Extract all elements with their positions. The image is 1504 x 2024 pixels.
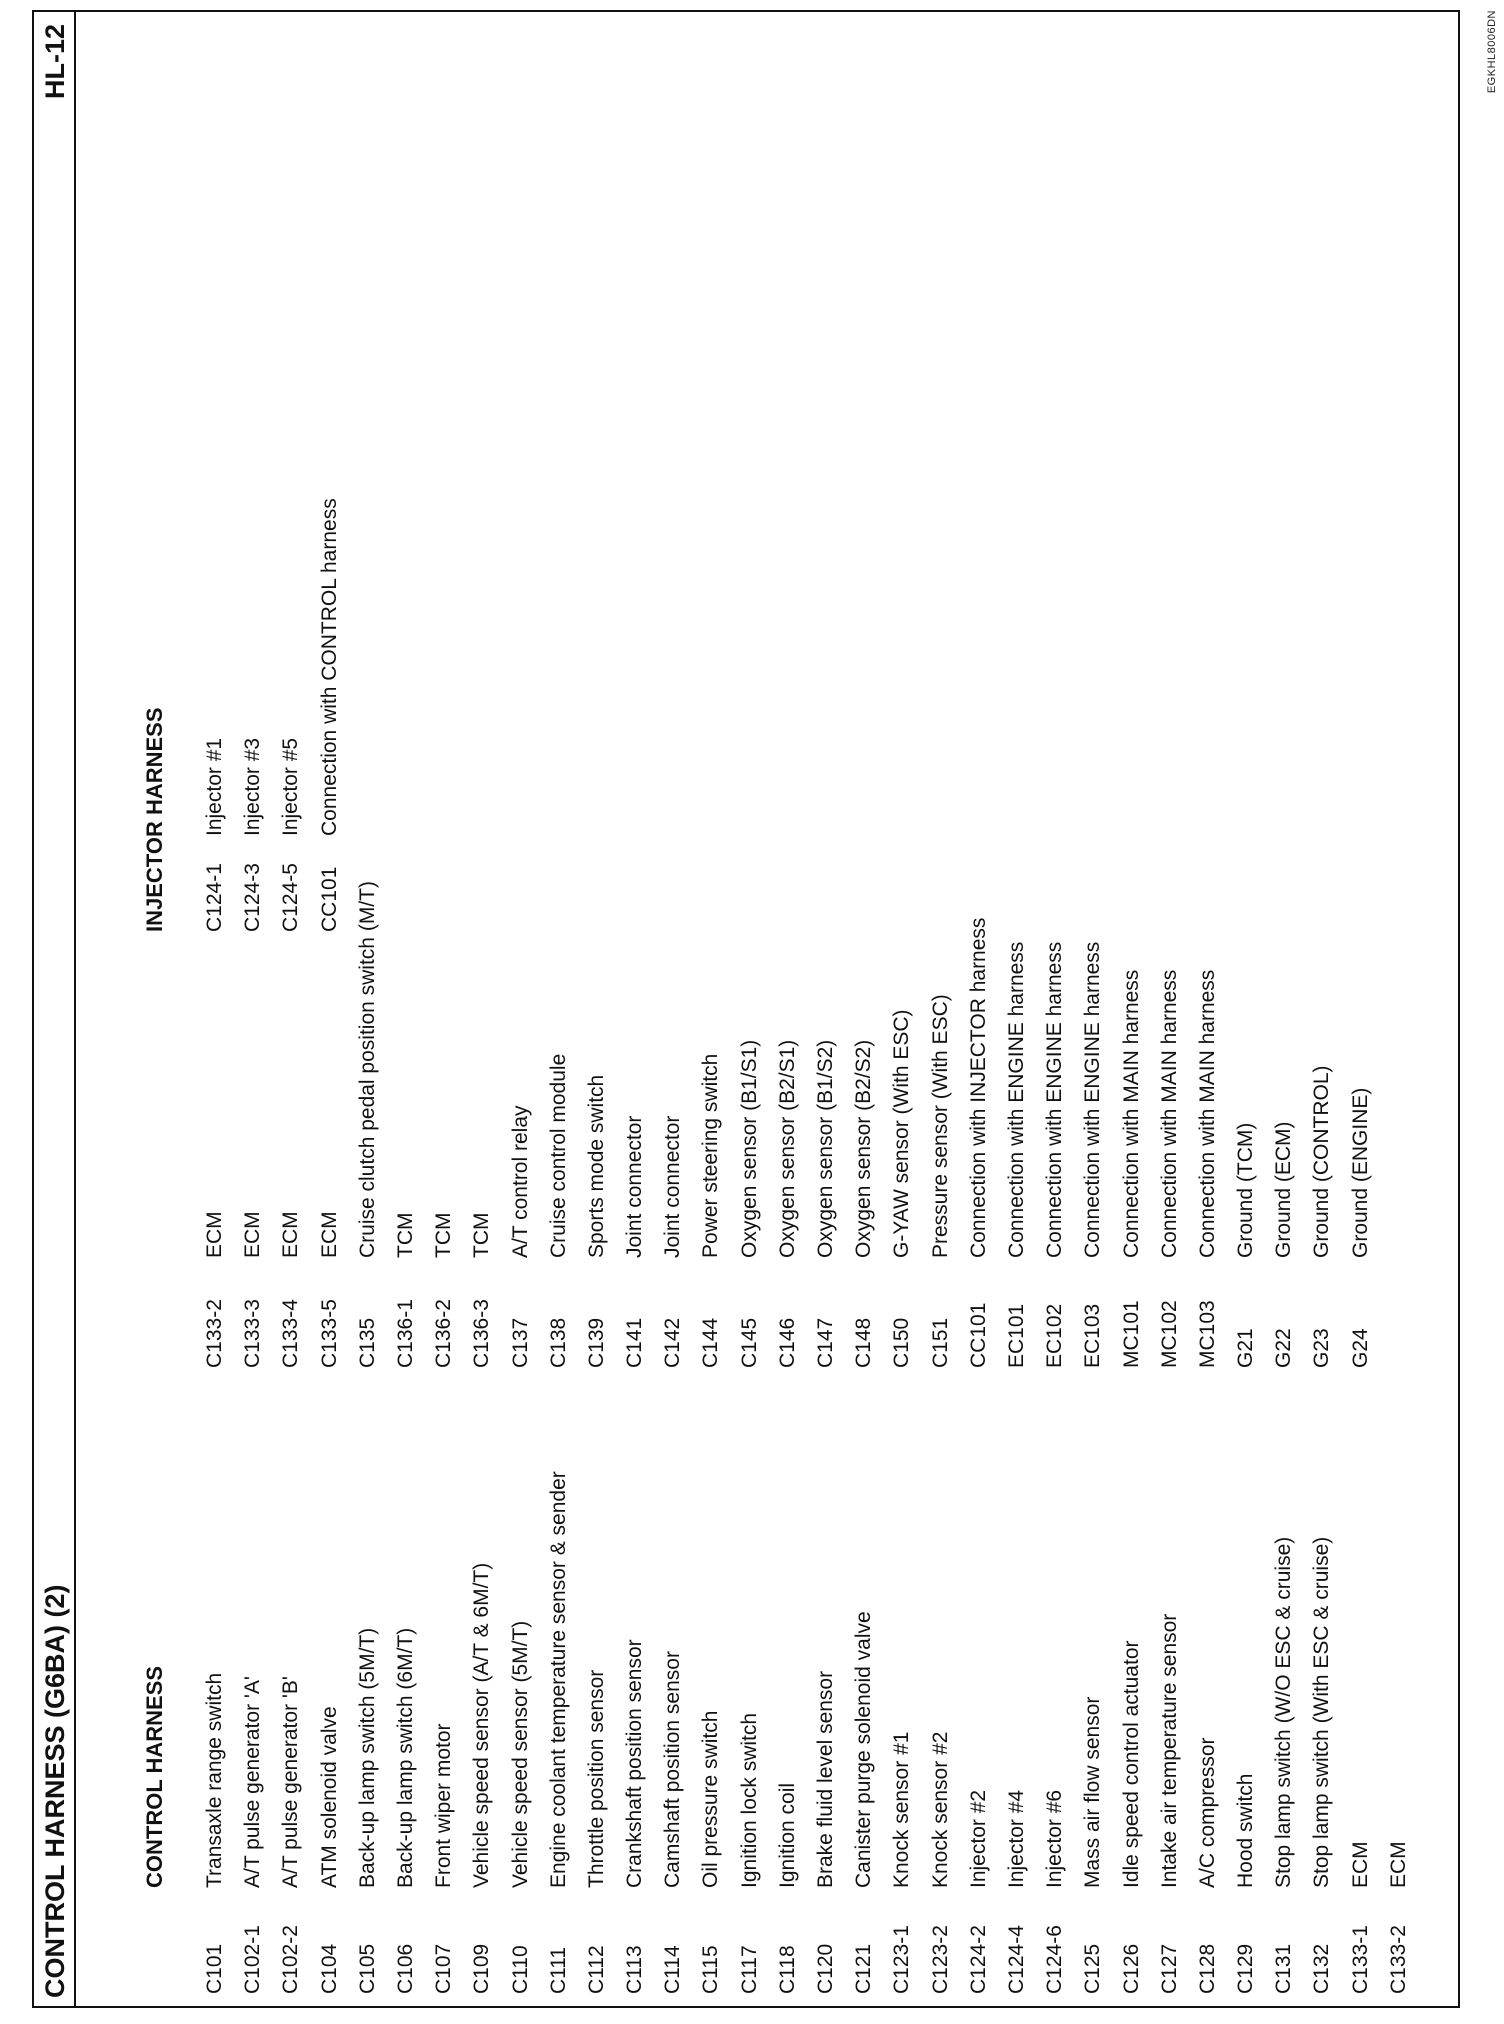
list-item xyxy=(425,1434,463,1994)
connector-description: Injector #2 xyxy=(966,1789,990,1888)
connector-code: CC101 xyxy=(317,866,341,932)
connector-description: ECM xyxy=(1386,1841,1410,1888)
connector-description: Back-up lamp switch (6M/T) xyxy=(393,1627,417,1888)
connector-description: Power steering switch xyxy=(699,1053,723,1258)
list-item xyxy=(234,1434,272,1994)
connector-code: C124-2 xyxy=(966,1925,990,1994)
connector-description: Knock sensor #2 xyxy=(928,1731,952,1888)
injector-harness-list xyxy=(196,412,349,932)
connector-code: CC101 xyxy=(966,1302,990,1368)
connector-description: Connection with MAIN harness xyxy=(1119,969,1143,1258)
page-number: HL-12 xyxy=(40,24,70,100)
connector-code: C133-2 xyxy=(203,1299,226,1368)
list-item xyxy=(883,1434,921,1994)
injector-harness-heading: INJECTOR HARNESS xyxy=(142,707,167,932)
connector-description: Crankshaft position sensor xyxy=(623,1639,647,1888)
connector-description: Injector #4 xyxy=(1004,1789,1028,1888)
connector-description: Connection with MAIN harness xyxy=(1157,969,1181,1258)
connector-code: C114 xyxy=(661,1945,685,1994)
connector-description: Oil pressure switch xyxy=(699,1710,723,1888)
list-item xyxy=(807,1434,845,1994)
control-harness-heading: CONTROL HARNESS xyxy=(142,1665,167,1888)
connector-description: Oxygen sensor (B1/S2) xyxy=(814,1039,837,1258)
page-title: CONTROL HARNESS (G6BA) (2) xyxy=(40,1584,70,1998)
connector-code: C105 xyxy=(355,1943,379,1994)
connector-code: C150 xyxy=(890,1317,914,1368)
connector-description: ECM xyxy=(279,1211,303,1258)
connector-code: C124-6 xyxy=(1043,1925,1067,1994)
connector-description: Connection with INJECTOR harness xyxy=(966,917,990,1258)
connector-code: C136-2 xyxy=(432,1299,456,1368)
list-item xyxy=(883,808,921,1368)
connector-code: C102-2 xyxy=(279,1925,303,1994)
list-item xyxy=(1303,1434,1341,1994)
connector-description: Knock sensor #1 xyxy=(890,1731,914,1888)
connector-description: Ground (ECM) xyxy=(1272,1121,1296,1258)
connector-description: Injector #6 xyxy=(1043,1789,1067,1888)
list-item xyxy=(1342,1434,1380,1994)
list-item xyxy=(463,1434,501,1994)
connector-description: Ground (CONTROL) xyxy=(1310,1065,1334,1258)
connector-description: Cruise control module xyxy=(546,1053,570,1258)
connector-code: C148 xyxy=(852,1317,876,1368)
list-item xyxy=(463,808,501,1368)
list-item xyxy=(654,808,692,1368)
list-item xyxy=(807,808,845,1368)
connector-code: MC103 xyxy=(1195,1300,1219,1368)
connector-code: C131 xyxy=(1272,1943,1296,1994)
list-item xyxy=(502,808,540,1368)
connector-description: ECM xyxy=(1348,1841,1372,1888)
connector-code: C128 xyxy=(1195,1943,1219,1994)
connector-description: A/C compressor xyxy=(1195,1737,1219,1888)
connector-description: Mass air flow sensor xyxy=(1081,1696,1105,1888)
connector-description: Stop lamp switch (With ESC & cruise) xyxy=(1310,1536,1334,1888)
connector-code: G22 xyxy=(1272,1328,1296,1368)
connector-code: C125 xyxy=(1081,1943,1105,1994)
connector-code: EC101 xyxy=(1004,1303,1028,1368)
connector-code: C126 xyxy=(1119,1943,1143,1994)
connector-description: Throttle position sensor xyxy=(584,1669,608,1888)
list-item xyxy=(1342,808,1380,1368)
control-harness-column-1 xyxy=(196,1434,1418,1994)
list-item xyxy=(1151,808,1189,1368)
connector-code: EC103 xyxy=(1081,1303,1105,1368)
connector-description: Joint connector xyxy=(661,1115,685,1258)
connector-description: Vehicle speed sensor (5M/T) xyxy=(508,1620,532,1888)
list-item xyxy=(311,1434,349,1994)
list-item xyxy=(731,808,769,1368)
list-item xyxy=(845,808,883,1368)
connector-description: Camshaft position sensor xyxy=(661,1651,685,1888)
connector-code: C107 xyxy=(432,1943,456,1994)
connector-description: Ground (ENGINE) xyxy=(1348,1087,1372,1258)
list-item xyxy=(196,412,234,932)
connector-code: C123-1 xyxy=(890,1925,914,1994)
connector-code: C142 xyxy=(661,1317,685,1368)
connector-description: Back-up lamp switch (5M/T) xyxy=(355,1627,379,1888)
connector-code: C136-3 xyxy=(470,1299,494,1368)
connector-code: C147 xyxy=(814,1317,837,1368)
connector-code: C124-1 xyxy=(203,863,226,932)
list-item xyxy=(578,1434,616,1994)
list-item xyxy=(1265,808,1303,1368)
list-item xyxy=(349,808,387,1368)
connector-description: Idle speed control actuator xyxy=(1119,1640,1143,1888)
list-item xyxy=(616,808,654,1368)
connector-description: Injector #5 xyxy=(279,737,303,836)
list-item xyxy=(578,808,616,1368)
connector-description: A/T pulse generator 'A' xyxy=(241,1676,265,1888)
list-item xyxy=(654,1434,692,1994)
list-item xyxy=(540,1434,578,1994)
list-item xyxy=(922,1434,960,1994)
connector-description: Cruise clutch pedal position switch (M/T) xyxy=(355,881,379,1258)
connector-description: TCM xyxy=(470,1212,494,1258)
list-item xyxy=(998,1434,1036,1994)
connector-code: C117 xyxy=(737,1945,761,1994)
connector-description: ECM xyxy=(241,1211,265,1258)
list-item xyxy=(1036,1434,1074,1994)
connector-description: Injector #1 xyxy=(203,737,226,836)
list-item xyxy=(1189,808,1227,1368)
connector-code: G24 xyxy=(1348,1328,1372,1368)
connector-description: Hood switch xyxy=(1234,1773,1258,1888)
connector-description: Stop lamp switch (W/O ESC & cruise) xyxy=(1272,1536,1296,1888)
connector-description: ECM xyxy=(203,1211,226,1258)
connector-code: C109 xyxy=(470,1943,494,1994)
list-item xyxy=(692,1434,730,1994)
connector-code: G21 xyxy=(1234,1328,1258,1368)
list-item xyxy=(1303,808,1341,1368)
list-item xyxy=(1036,808,1074,1368)
connector-description: Ignition lock switch xyxy=(737,1712,761,1888)
list-item xyxy=(769,1434,807,1994)
figure-code: EGKHL8006DN xyxy=(1486,10,1498,94)
list-item xyxy=(1227,1434,1265,1994)
list-item xyxy=(234,412,272,932)
connector-description: Brake fluid level sensor xyxy=(814,1670,837,1888)
connector-description: Injector #3 xyxy=(241,737,265,836)
list-item xyxy=(922,808,960,1368)
connector-code: C115 xyxy=(699,1945,723,1994)
list-item xyxy=(998,808,1036,1368)
list-item xyxy=(1074,1434,1112,1994)
connector-code: C136-1 xyxy=(393,1299,417,1368)
list-item xyxy=(960,1434,998,1994)
connector-code: C132 xyxy=(1310,1943,1334,1994)
connector-code: C138 xyxy=(546,1317,570,1368)
connector-description: Ignition coil xyxy=(775,1782,799,1888)
list-item xyxy=(311,412,349,932)
list-item xyxy=(387,808,425,1368)
connector-code: C112 xyxy=(584,1945,608,1994)
connector-description: Front wiper motor xyxy=(432,1723,456,1888)
list-item xyxy=(1265,1434,1303,1994)
connector-description: ATM solenoid valve xyxy=(317,1706,341,1888)
connector-description: Oxygen sensor (B2/S1) xyxy=(775,1039,799,1258)
connector-code: C120 xyxy=(814,1943,837,1994)
connector-description: Oxygen sensor (B1/S1) xyxy=(737,1039,761,1258)
connector-description: ECM xyxy=(317,1211,341,1258)
connector-code: C121 xyxy=(852,1943,876,1994)
connector-code: C151 xyxy=(928,1317,952,1368)
list-item xyxy=(1151,1434,1189,1994)
connector-code: MC102 xyxy=(1157,1300,1181,1368)
list-item xyxy=(349,1434,387,1994)
connector-code: C145 xyxy=(737,1317,761,1368)
connector-description: TCM xyxy=(393,1212,417,1258)
connector-code: C133-1 xyxy=(1348,1925,1372,1994)
connector-code: C133-4 xyxy=(279,1299,303,1368)
list-item xyxy=(272,412,310,932)
list-item xyxy=(960,808,998,1368)
connector-code: MC101 xyxy=(1119,1300,1143,1368)
connector-description: TCM xyxy=(432,1212,456,1258)
connector-description: Connection with ENGINE harness xyxy=(1081,941,1105,1258)
list-item xyxy=(1113,808,1151,1368)
rotated-page xyxy=(32,10,1460,2008)
connector-code: C111 xyxy=(546,1946,570,1994)
connector-description: Connection with ENGINE harness xyxy=(1004,941,1028,1258)
control-harness-column-2 xyxy=(196,808,1380,1368)
list-item xyxy=(502,1434,540,1994)
connector-description: Connection with CONTROL harness xyxy=(317,498,341,836)
connector-code: C102-1 xyxy=(241,1925,265,1994)
list-item xyxy=(1189,1434,1227,1994)
connector-code: C113 xyxy=(623,1945,647,1994)
connector-code: C141 xyxy=(623,1317,647,1368)
connector-description: A/T control relay xyxy=(508,1105,532,1258)
connector-description: Transaxle range switch xyxy=(203,1672,226,1888)
connector-code: C123-2 xyxy=(928,1925,952,1994)
connector-code: C104 xyxy=(317,1943,341,1994)
connector-code: C133-3 xyxy=(241,1299,265,1368)
list-item xyxy=(387,1434,425,1994)
list-item xyxy=(769,808,807,1368)
connector-code: C144 xyxy=(699,1317,723,1368)
connector-code: C129 xyxy=(1234,1943,1258,1994)
connector-code: C133-5 xyxy=(317,1299,341,1368)
list-item xyxy=(272,1434,310,1994)
connector-description: Engine coolant temperature sensor & sender xyxy=(546,1471,570,1888)
list-item xyxy=(731,1434,769,1994)
list-item xyxy=(1074,808,1112,1368)
connector-code: C135 xyxy=(355,1317,379,1368)
list-item xyxy=(540,808,578,1368)
connector-code: G23 xyxy=(1310,1328,1334,1368)
connector-code: C124-4 xyxy=(1004,1925,1028,1994)
connector-code: EC102 xyxy=(1043,1303,1067,1368)
connector-code: C127 xyxy=(1157,1943,1181,1994)
connector-description: Connection with MAIN harness xyxy=(1195,969,1219,1258)
list-item xyxy=(196,1434,234,1994)
connector-description: A/T pulse generator 'B' xyxy=(279,1676,303,1888)
connector-description: Intake air temperature sensor xyxy=(1157,1613,1181,1888)
list-item xyxy=(692,808,730,1368)
list-item xyxy=(425,808,463,1368)
connector-description: Vehicle speed sensor (A/T & 6M/T) xyxy=(470,1562,494,1888)
connector-code: C118 xyxy=(775,1945,799,1994)
connector-code: C139 xyxy=(584,1317,608,1368)
connector-description: Oxygen sensor (B2/S2) xyxy=(852,1039,876,1258)
connector-description: Ground (TCM) xyxy=(1234,1122,1258,1258)
connector-description: Sports mode switch xyxy=(584,1074,608,1258)
connector-description: G-YAW sensor (With ESC) xyxy=(890,1009,914,1258)
connector-code: C106 xyxy=(393,1943,417,1994)
list-item xyxy=(1380,1434,1418,1994)
connector-description: Joint connector xyxy=(623,1115,647,1258)
connector-code: C101 xyxy=(203,1943,226,1994)
list-item xyxy=(1227,808,1265,1368)
connector-code: C124-3 xyxy=(241,863,265,932)
connector-code: C146 xyxy=(775,1317,799,1368)
connector-description: Canister purge solenoid valve xyxy=(852,1611,876,1888)
connector-code: C110 xyxy=(508,1945,532,1994)
list-item xyxy=(616,1434,654,1994)
connector-description: Pressure sensor (With ESC) xyxy=(928,994,952,1258)
connector-code: C124-5 xyxy=(279,863,303,932)
connector-description: Connection with ENGINE harness xyxy=(1043,941,1067,1258)
connector-code: C133-2 xyxy=(1386,1925,1410,1994)
connector-code: C137 xyxy=(508,1317,532,1368)
list-item xyxy=(1113,1434,1151,1994)
list-item xyxy=(845,1434,883,1994)
